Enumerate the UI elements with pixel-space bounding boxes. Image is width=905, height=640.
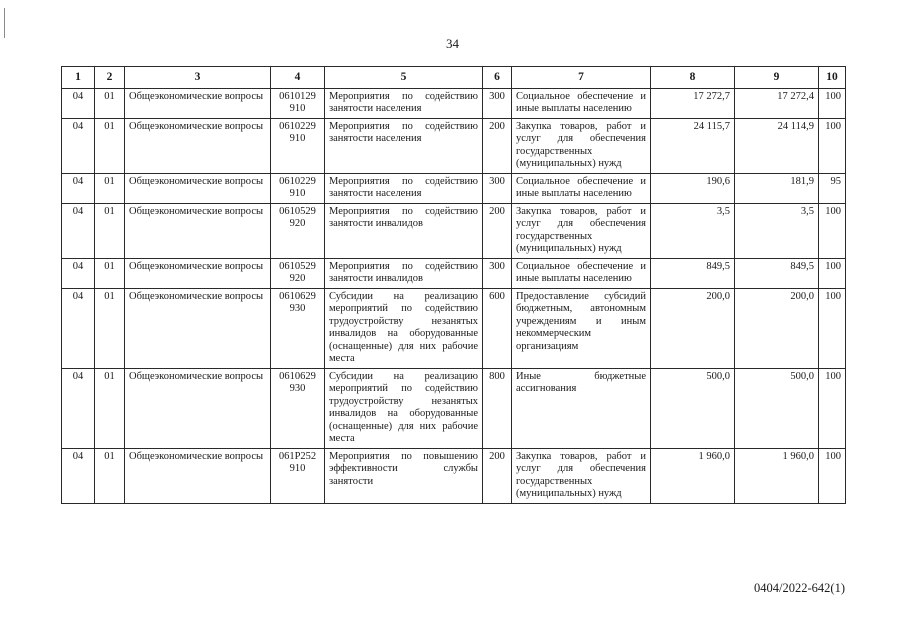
execution-percent: 100 [819,118,846,173]
subsection-code: 01 [95,203,125,258]
header-cell: 4 [271,67,325,89]
subsection-code: 01 [95,88,125,118]
expense-type-name: Закупка товаров, работ и услуг для обеспечения государственных (муниципальных) нужд [512,203,651,258]
expense-type-name: Закупка товаров, работ и услуг для обеспечения государственных (муниципальных) нужд [512,118,651,173]
section-name: Общеэкономические вопросы [125,448,271,503]
expense-type-name: Закупка товаров, работ и услуг для обеспечения государственных (муниципальных) нужд [512,448,651,503]
actual-amount: 24 114,9 [735,118,819,173]
article-name: Мероприятия по содействию занятости населения [325,88,483,118]
section-code: 04 [62,368,95,448]
table-row [62,118,846,173]
expense-type-name: Иные бюджетные ассигнования [512,368,651,448]
subsection-code: 01 [95,368,125,448]
expense-type-code: 800 [483,368,512,448]
target-article: 0610529 920 [271,258,325,288]
actual-amount: 1 960,0 [735,448,819,503]
section-name: Общеэкономические вопросы [125,368,271,448]
expense-type-name: Социальное обеспечение и иные выплаты населению [512,258,651,288]
table-row [62,258,846,288]
section-name: Общеэкономические вопросы [125,203,271,258]
article-name: Мероприятия по содействию занятости населения [325,118,483,173]
execution-percent: 100 [819,448,846,503]
table-row [62,288,846,368]
header-cell: 9 [735,67,819,89]
actual-amount: 849,5 [735,258,819,288]
expense-type-code: 200 [483,203,512,258]
actual-amount: 181,9 [735,173,819,203]
target-article: 0610629 930 [271,368,325,448]
section-code: 04 [62,88,95,118]
section-name: Общеэкономические вопросы [125,258,271,288]
budget-table [61,66,846,504]
actual-amount: 200,0 [735,288,819,368]
expense-type-code: 200 [483,448,512,503]
article-name: Мероприятия по содействию занятости населения [325,173,483,203]
target-article: 0610529 920 [271,203,325,258]
planned-amount: 24 115,7 [651,118,735,173]
expense-type-code: 300 [483,88,512,118]
planned-amount: 849,5 [651,258,735,288]
section-name: Общеэкономические вопросы [125,173,271,203]
planned-amount: 1 960,0 [651,448,735,503]
section-code: 04 [62,448,95,503]
expense-type-name: Предоставление субсидий бюджетным, автономным учреждениям и иным некоммерческим организациям [512,288,651,368]
planned-amount: 200,0 [651,288,735,368]
table-row [62,368,846,448]
section-code: 04 [62,118,95,173]
page-number: 34 [446,36,459,51]
header-row [62,67,846,89]
execution-percent: 100 [819,258,846,288]
header-cell: 2 [95,67,125,89]
header-cell: 10 [819,67,846,89]
actual-amount: 17 272,4 [735,88,819,118]
planned-amount: 190,6 [651,173,735,203]
header-cell: 8 [651,67,735,89]
header-cell: 7 [512,67,651,89]
subsection-code: 01 [95,288,125,368]
scan-edge-mark [4,8,5,38]
actual-amount: 500,0 [735,368,819,448]
article-name: Мероприятия по повышению эффективности службы занятости [325,448,483,503]
expense-type-name: Социальное обеспечение и иные выплаты населению [512,173,651,203]
section-name: Общеэкономические вопросы [125,88,271,118]
table-row [62,173,846,203]
target-article: 0610229 910 [271,173,325,203]
expense-type-code: 300 [483,173,512,203]
table-row [62,448,846,503]
article-name: Мероприятия по содействию занятости инвалидов [325,203,483,258]
section-code: 04 [62,173,95,203]
section-code: 04 [62,258,95,288]
planned-amount: 500,0 [651,368,735,448]
actual-amount: 3,5 [735,203,819,258]
execution-percent: 95 [819,173,846,203]
section-name: Общеэкономические вопросы [125,288,271,368]
expense-type-name: Социальное обеспечение и иные выплаты населению [512,88,651,118]
header-cell: 5 [325,67,483,89]
target-article: 0610129 910 [271,88,325,118]
target-article: 0610629 930 [271,288,325,368]
subsection-code: 01 [95,173,125,203]
article-name: Субсидии на реализацию мероприятий по содействию трудоустройству незанятых инвалидов на оборудованные (оснащенные) для них рабочие места [325,368,483,448]
target-article: 0610229 910 [271,118,325,173]
target-article: 061Р252 910 [271,448,325,503]
expense-type-code: 600 [483,288,512,368]
execution-percent: 100 [819,368,846,448]
subsection-code: 01 [95,258,125,288]
header-cell: 3 [125,67,271,89]
table-row [62,88,846,118]
article-name: Субсидии на реализацию мероприятий по содействию трудоустройству незанятых инвалидов на оборудованные (оснащенные) для них рабочие места [325,288,483,368]
planned-amount: 17 272,7 [651,88,735,118]
table-row [62,203,846,258]
execution-percent: 100 [819,88,846,118]
header-cell: 6 [483,67,512,89]
section-code: 04 [62,203,95,258]
header-cell: 1 [62,67,95,89]
section-code: 04 [62,288,95,368]
expense-type-code: 300 [483,258,512,288]
subsection-code: 01 [95,118,125,173]
expense-type-code: 200 [483,118,512,173]
document-code: 0404/2022-642(1) [754,581,845,595]
subsection-code: 01 [95,448,125,503]
planned-amount: 3,5 [651,203,735,258]
execution-percent: 100 [819,203,846,258]
execution-percent: 100 [819,288,846,368]
article-name: Мероприятия по содействию занятости инвалидов [325,258,483,288]
section-name: Общеэкономические вопросы [125,118,271,173]
